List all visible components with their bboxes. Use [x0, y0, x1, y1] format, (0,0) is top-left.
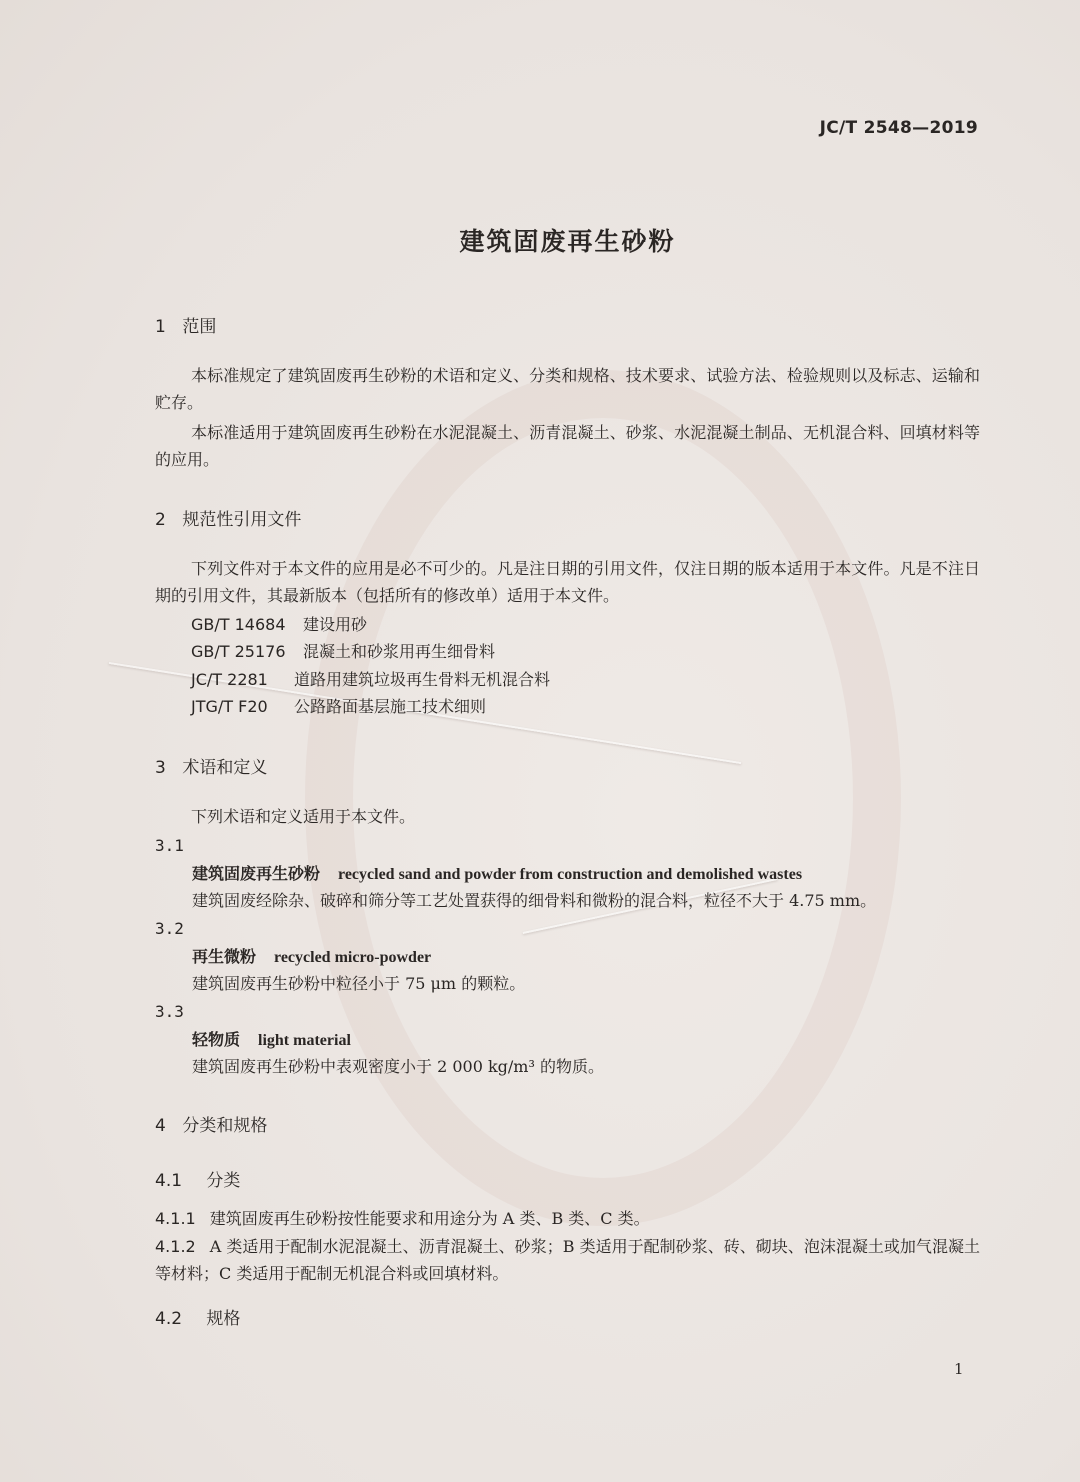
reference-code: JTG/T F20 — [191, 697, 268, 716]
paragraph: 本标准适用于建筑固废再生砂粉在水泥混凝土、沥青混凝土、砂浆、水泥混凝土制品、无机混合料、回填材料等的应用。 — [155, 423, 980, 469]
reference-code: GB/T 14684 — [191, 615, 286, 634]
clause-item — [155, 1233, 980, 1287]
section-2-heading — [155, 505, 301, 530]
section-title: 术语和定义 — [182, 758, 268, 778]
term-entry — [192, 944, 431, 967]
page-title: 建筑固废再生砂粉 — [459, 227, 676, 256]
paragraph: 下列文件对于本文件的应用是必不可少的。凡是注日期的引用文件，仅注日期的版本适用于本文件。凡是不注日期的引用文件，其最新版本（包括所有的修改单）适用于本文件。 — [155, 559, 980, 605]
reference-item — [191, 666, 550, 693]
term-cn: 再生微粉 — [192, 947, 257, 966]
section-title: 分类和规格 — [182, 1116, 268, 1136]
reference-name: 道路用建筑垃圾再生骨料无机混合料 — [294, 670, 551, 689]
reference-item — [191, 638, 495, 665]
paragraph: 下列术语和定义适用于本文件。 — [191, 807, 416, 826]
section-number: 2 — [155, 510, 166, 530]
term-entry — [192, 861, 802, 884]
term-cn: 轻物质 — [192, 1030, 241, 1049]
section-3-heading — [155, 753, 267, 778]
section-number: 4.1 — [155, 1171, 183, 1191]
term-en: recycled micro-powder — [274, 949, 432, 966]
reference-code: JC/T 2281 — [191, 670, 268, 689]
term-number: 3.3 — [155, 1002, 184, 1021]
term-definition: 建筑固废再生砂粉中表观密度小于 2 000 kg/m³ 的物质。 — [192, 1057, 604, 1076]
reference-name: 建设用砂 — [303, 615, 368, 634]
section-title: 范围 — [182, 317, 217, 337]
standard-code: JC/T 2548—2019 — [819, 118, 978, 138]
reference-name: 公路路面基层施工技术细则 — [294, 697, 487, 716]
term-entry — [192, 1027, 351, 1050]
reference-name: 混凝土和砂浆用再生细骨料 — [303, 642, 496, 661]
term-definition: 建筑固废经除杂、破碎和筛分等工艺处置获得的细骨料和微粉的混合料，粒径不大于 4.75 mm。 — [192, 891, 877, 910]
reference-code: GB/T 25176 — [191, 642, 286, 661]
show-through-watermark — [305, 370, 901, 1226]
term-en: recycled sand and powder from construction and demolished wastes — [338, 866, 803, 883]
term-cn: 建筑固废再生砂粉 — [192, 864, 321, 883]
section-1-heading — [155, 312, 216, 337]
section-number: 4.2 — [155, 1309, 183, 1329]
clause-text: A 类适用于配制水泥混凝土、沥青混凝土、砂浆；B 类适用于配制砂浆、砖、砌块、泡沫混凝土或加气混凝土等材料；C 类适用于配制无机混合料或回填材料。 — [155, 1237, 980, 1283]
section-4-heading — [155, 1111, 267, 1136]
paragraph: 本标准规定了建筑固废再生砂粉的术语和定义、分类和规格、技术要求、试验方法、检验规则以及标志、运输和贮存。 — [155, 366, 980, 412]
page-number: 1 — [954, 1360, 964, 1378]
reference-item — [191, 693, 486, 720]
clause-text: 建筑固废再生砂粉按性能要求和用途分为 A 类、B 类、C 类。 — [209, 1209, 650, 1228]
section-title: 分类 — [206, 1171, 241, 1191]
section-number: 3 — [155, 758, 166, 778]
term-number: 3.1 — [155, 836, 184, 855]
section-number: 4 — [155, 1116, 166, 1136]
clause-item — [155, 1206, 650, 1229]
reference-item — [191, 611, 367, 638]
term-number: 3.2 — [155, 919, 184, 938]
subsection-4-1-heading — [155, 1166, 240, 1191]
subsection-4-2-heading — [155, 1304, 240, 1329]
section-title: 规格 — [206, 1309, 241, 1329]
section-title: 规范性引用文件 — [182, 510, 302, 530]
clause-number: 4.1.1 — [155, 1209, 196, 1228]
term-en: light material — [258, 1032, 351, 1049]
clause-number: 4.1.2 — [155, 1237, 196, 1256]
section-number: 1 — [155, 317, 166, 337]
term-definition: 建筑固废再生砂粉中粒径小于 75 μm 的颗粒。 — [192, 974, 526, 993]
